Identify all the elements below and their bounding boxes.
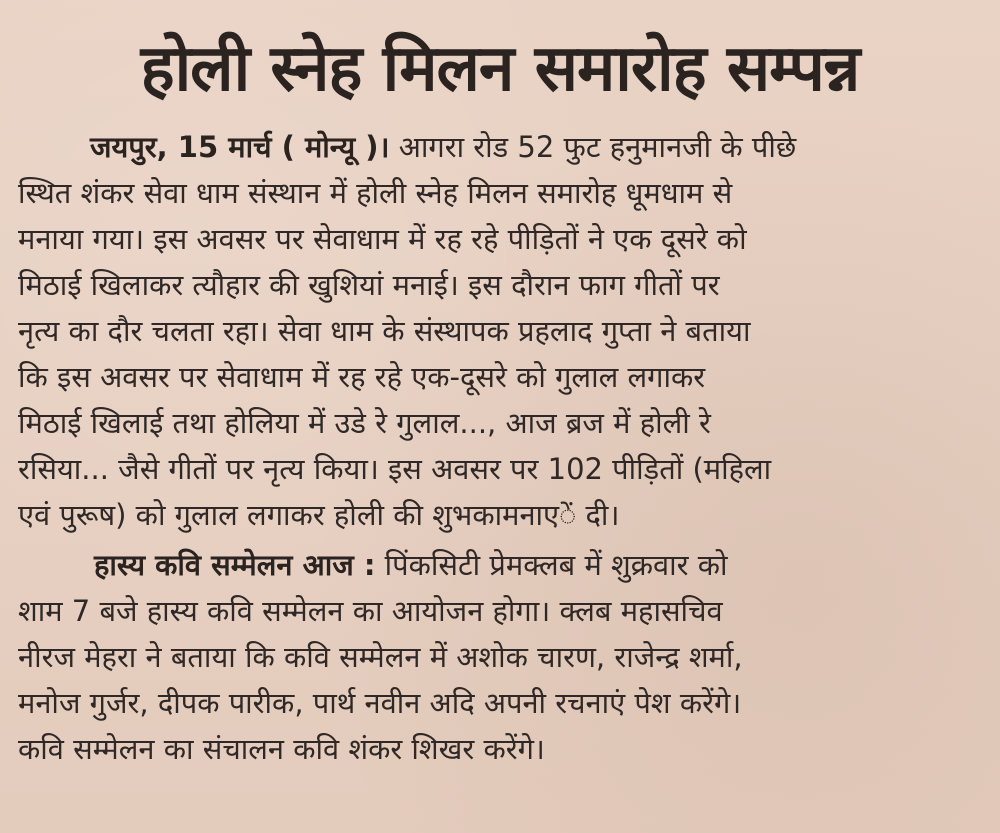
headline: होली स्नेह मिलन समारोह सम्पन्न	[140, 32, 860, 106]
article-line: मिठाई खिलाई तथा होलिया में उडे रे गुलाल..., आज ब्रज में होली रे	[18, 406, 711, 440]
subsection-line: मनोज गुर्जर, दीपक पारीक, पार्थ नवीन अदि अपनी रचनाएं पेश करेंगे।	[18, 686, 742, 720]
article-line-text: आगरा रोड 52 फुट हनुमानजी के पीछे	[398, 130, 797, 164]
subsection-line: कवि सम्मेलन का संचालन कवि शंकर शिखर करेंगे।	[18, 732, 545, 766]
article-line: एवं पुरूष) को गुलाल लगाकर होली की शुभकामनाएें दी।	[18, 498, 620, 532]
dateline: जयपुर, 15 मार्च ( मोन्यू )।	[90, 130, 390, 164]
article-line: नृत्य का दौर चलता रहा। सेवा धाम के संस्थापक प्रहलाद गुप्ता ने बताया	[18, 314, 751, 348]
article-line: स्थित शंकर सेवा धाम संस्थान में होली स्नेह मिलन समारोह धूमधाम से	[18, 176, 733, 210]
article-line	[18, 124, 982, 170]
subsection-line: नीरज मेहरा ने बताया कि कवि सम्मेलन में अशोक चारण, राजेन्द्र शर्मा,	[18, 640, 743, 674]
subsection-line: शाम 7 बजे हास्य कवि सम्मेलन का आयोजन होगा। क्लब महासचिव	[18, 594, 723, 628]
article-line: रसिया... जैसे गीतों पर नृत्य किया। इस अवसर पर 102 पीड़ितों (महिला	[18, 452, 772, 486]
subsection-line-text: पिंकसिटी प्रेमक्लब में शुक्रवार को	[384, 548, 728, 582]
article-body	[18, 124, 982, 772]
article-line: मिठाई खिलाकर त्यौहार की खुशियां मनाई। इस दौरान फाग गीतों पर	[18, 268, 720, 302]
article-line: कि इस अवसर पर सेवाधाम में रह रहे एक-दूसरे को गुलाल लगाकर	[18, 360, 706, 394]
subsection-heading: हास्य कवि सम्मेलन आज :	[94, 548, 376, 582]
subsection-line	[18, 542, 982, 588]
article-line: मनाया गया। इस अवसर पर सेवाधाम में रह रहे पीड़ितों ने एक दूसरे को	[18, 222, 747, 256]
